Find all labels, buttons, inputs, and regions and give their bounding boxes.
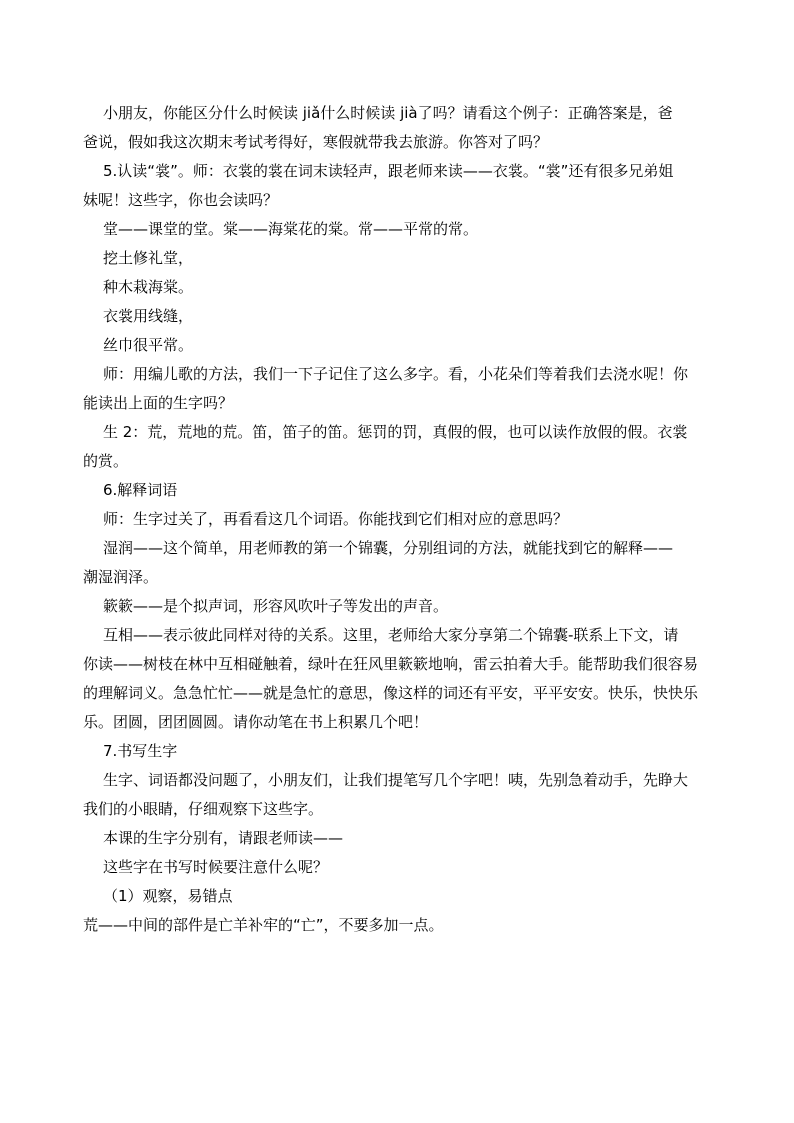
paragraph: [83, 99, 721, 157]
text-line: 衣裳用线缝，: [103, 307, 194, 325]
paragraph: [83, 911, 721, 940]
text-line: 你读——树枝在林中互相碰触着，绿叶在狂风里簌簌地响，雷云拍着大手。能帮助我们很容易: [83, 655, 699, 673]
paragraph: [103, 215, 721, 244]
text-line: 的理解词义。急急忙忙——就是急忙的意思，像这样的词还有平安，平平安安。快乐，快快乐: [83, 684, 699, 702]
paragraph: [83, 621, 721, 737]
paragraph: [103, 824, 721, 853]
text-line: 簌簌——是个拟声词，形容风吹叶子等发出的声音。: [103, 597, 449, 615]
sub-heading: [103, 882, 721, 911]
paragraph: [83, 534, 721, 592]
text-line: 种木栽海棠。: [103, 278, 194, 296]
section-heading: [103, 737, 721, 766]
text-line: 7.书写生字: [103, 742, 178, 760]
paragraph: [103, 331, 721, 360]
section-heading: [103, 476, 721, 505]
text-line: 潮湿润泽。: [83, 568, 159, 586]
text-line: 爸说，假如我这次期末考试考得好，寒假就带我去旅游。你答对了吗？: [83, 133, 549, 151]
paragraph: [103, 853, 721, 882]
text-line: 本课的生字分别有，请跟老师读——: [103, 829, 344, 847]
text-line: 乐。团圆，团团圆圆。请你动笔在书上积累几个吧！: [83, 713, 429, 731]
text-line: 能读出上面的生字吗？: [83, 394, 234, 412]
paragraph: [103, 273, 721, 302]
paragraph: [83, 766, 721, 824]
text-line: 妹呢！这些字，你也会读吗？: [83, 191, 279, 209]
text-line: 6.解释词语: [103, 481, 178, 499]
text-line: 这些字在书写时候要注意什么呢？: [103, 858, 329, 876]
text-line: 湿润——这个简单，用老师教的第一个锦囊，分别组词的方法，就能找到它的解释——: [103, 539, 674, 557]
text-line: 小朋友，你能区分什么时候读 jiǎ什么时候读 jià了吗？请看这个例子：正确答案是，爸: [103, 104, 673, 122]
paragraph: [103, 592, 721, 621]
text-line: 的赏。: [83, 452, 129, 470]
text-line: 荒——中间的部件是亡羊补牢的“亡”，不要多加一点。: [83, 916, 444, 934]
paragraph: [103, 244, 721, 273]
text-line: 师：用编儿歌的方法，我们一下子记住了这么多字。看，小花朵们等着我们去浇水呢！你: [103, 365, 689, 383]
text-line: 生 2：荒，荒地的荒。笛，笛子的笛。惩罚的罚，真假的假，也可以读作放假的假。衣裳: [103, 423, 688, 441]
text-line: （1）观察，易错点: [103, 887, 233, 905]
text-line: 互相——表示彼此同样对待的关系。这里，老师给大家分享第二个锦囊-联系上下文，请: [103, 626, 679, 644]
text-line: 5.认读“裳”。师：衣裳的裳在词末读轻声，跟老师来读——衣裳。“裳”还有很多兄弟姐: [103, 162, 674, 180]
text-line: 挖土修礼堂，: [103, 249, 194, 267]
paragraph: [83, 360, 721, 418]
document-body: [83, 99, 721, 940]
text-line: 丝巾很平常。: [103, 336, 194, 354]
text-line: 生字、词语都没问题了，小朋友们，让我们提笔写几个字吧！咦，先别急着动手，先睁大: [103, 771, 689, 789]
paragraph: [83, 418, 721, 476]
paragraph: [83, 157, 721, 215]
paragraph: [103, 302, 721, 331]
text-line: 堂——课堂的堂。棠——海棠花的棠。常——平常的常。: [103, 220, 479, 238]
text-line: 我们的小眼睛，仔细观察下这些字。: [83, 800, 324, 818]
paragraph: [103, 505, 721, 534]
text-line: 师：生字过关了，再看看这几个词语。你能找到它们相对应的意思吗？: [103, 510, 569, 528]
